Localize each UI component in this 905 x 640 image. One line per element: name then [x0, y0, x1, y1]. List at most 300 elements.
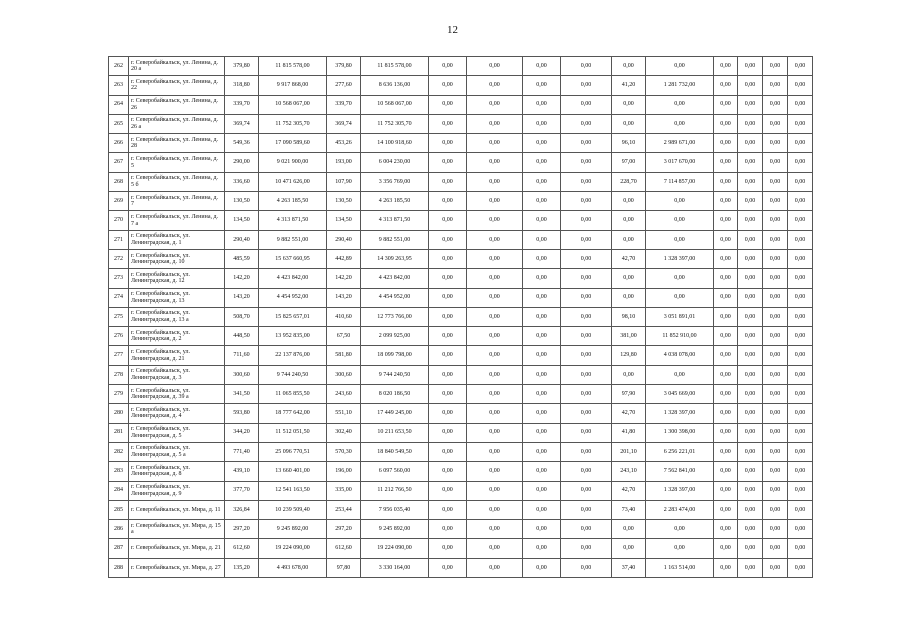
value-cell: 0,00: [763, 57, 788, 76]
value-cell: 0,00: [467, 76, 523, 95]
value-cell: 10 211 653,50: [361, 423, 429, 442]
value-cell: 0,00: [561, 192, 612, 211]
value-cell: 0,00: [429, 134, 467, 153]
row-number-cell: 282: [109, 442, 129, 461]
address-cell: г. Северобайкальск, ул. Ленина, д. 5: [129, 153, 225, 172]
value-cell: 18 840 549,50: [361, 442, 429, 461]
value-cell: 42,70: [612, 404, 646, 423]
value-cell: 15 825 657,01: [259, 307, 327, 326]
value-cell: 369,74: [327, 114, 361, 133]
value-cell: 0,00: [788, 500, 813, 519]
value-cell: 0,00: [788, 327, 813, 346]
value-cell: 0,00: [646, 95, 714, 114]
value-cell: 0,00: [763, 539, 788, 558]
value-cell: 1 163 514,00: [646, 558, 714, 577]
value-cell: 130,50: [327, 192, 361, 211]
value-cell: 0,00: [714, 346, 738, 365]
value-cell: 0,00: [429, 211, 467, 230]
value-cell: 0,00: [646, 57, 714, 76]
value-cell: 0,00: [612, 230, 646, 249]
value-cell: 0,00: [714, 520, 738, 539]
value-cell: 0,00: [763, 307, 788, 326]
value-cell: 11 852 910,00: [646, 327, 714, 346]
value-cell: 0,00: [714, 481, 738, 500]
value-cell: 0,00: [467, 423, 523, 442]
value-cell: 42,70: [612, 481, 646, 500]
value-cell: 0,00: [788, 230, 813, 249]
value-cell: 97,90: [612, 385, 646, 404]
value-cell: 0,00: [763, 520, 788, 539]
value-cell: 0,00: [646, 539, 714, 558]
value-cell: 0,00: [561, 520, 612, 539]
value-cell: 0,00: [788, 404, 813, 423]
row-number-cell: 288: [109, 558, 129, 577]
value-cell: 12 773 766,00: [361, 307, 429, 326]
value-cell: 0,00: [763, 76, 788, 95]
value-cell: 0,00: [763, 172, 788, 191]
value-cell: 0,00: [523, 404, 561, 423]
value-cell: 300,60: [225, 365, 259, 384]
value-cell: 0,00: [467, 172, 523, 191]
value-cell: 0,00: [738, 481, 763, 500]
value-cell: 0,00: [738, 520, 763, 539]
address-cell: г. Северобайкальск, ул. Мира, д. 27: [129, 558, 225, 577]
value-cell: 14 100 918,60: [361, 134, 429, 153]
value-cell: 41,20: [612, 76, 646, 95]
value-cell: 0,00: [788, 442, 813, 461]
address-cell: г. Северобайкальск, ул. Ленинградская, д. 5: [129, 423, 225, 442]
table-row: [109, 249, 813, 268]
value-cell: 0,00: [467, 288, 523, 307]
value-cell: 11 212 766,50: [361, 481, 429, 500]
value-cell: 0,00: [763, 327, 788, 346]
value-cell: 134,50: [327, 211, 361, 230]
row-number-cell: 262: [109, 57, 129, 76]
value-cell: 0,00: [738, 423, 763, 442]
value-cell: 0,00: [429, 307, 467, 326]
address-cell: г. Северобайкальск, ул. Ленина, д. 22: [129, 76, 225, 95]
value-cell: 0,00: [788, 539, 813, 558]
value-cell: 0,00: [561, 385, 612, 404]
value-cell: 4 423 842,00: [259, 269, 327, 288]
table-row: [109, 307, 813, 326]
value-cell: 13 660 401,00: [259, 462, 327, 481]
row-number-cell: 283: [109, 462, 129, 481]
value-cell: 8 636 136,00: [361, 76, 429, 95]
row-number-cell: 267: [109, 153, 129, 172]
row-number-cell: 268: [109, 172, 129, 191]
value-cell: 0,00: [523, 211, 561, 230]
value-cell: 0,00: [523, 346, 561, 365]
value-cell: 4 454 952,00: [259, 288, 327, 307]
value-cell: 0,00: [738, 558, 763, 577]
value-cell: 0,00: [467, 385, 523, 404]
value-cell: 485,59: [225, 249, 259, 268]
table-row: [109, 539, 813, 558]
value-cell: 18 099 798,00: [361, 346, 429, 365]
value-cell: 0,00: [561, 249, 612, 268]
value-cell: 0,00: [714, 500, 738, 519]
value-cell: 243,60: [327, 385, 361, 404]
value-cell: 0,00: [612, 269, 646, 288]
value-cell: 9 245 892,00: [361, 520, 429, 539]
value-cell: 0,00: [738, 462, 763, 481]
value-cell: 0,00: [763, 558, 788, 577]
value-cell: 19 224 090,00: [361, 539, 429, 558]
value-cell: 0,00: [763, 249, 788, 268]
value-cell: 0,00: [561, 211, 612, 230]
value-cell: 11 815 578,00: [259, 57, 327, 76]
value-cell: 0,00: [523, 192, 561, 211]
value-cell: 0,00: [612, 57, 646, 76]
value-cell: 0,00: [523, 481, 561, 500]
value-cell: 0,00: [738, 57, 763, 76]
row-number-cell: 263: [109, 76, 129, 95]
value-cell: 0,00: [763, 365, 788, 384]
value-cell: 0,00: [523, 365, 561, 384]
value-cell: 0,00: [561, 288, 612, 307]
value-cell: 508,70: [225, 307, 259, 326]
value-cell: 0,00: [467, 153, 523, 172]
value-cell: 439,10: [225, 462, 259, 481]
value-cell: 0,00: [738, 539, 763, 558]
value-cell: 0,00: [429, 57, 467, 76]
value-cell: 0,00: [788, 558, 813, 577]
value-cell: 335,00: [327, 481, 361, 500]
value-cell: 0,00: [788, 346, 813, 365]
value-cell: 7 114 857,00: [646, 172, 714, 191]
value-cell: 1 328 397,00: [646, 404, 714, 423]
value-cell: 1 300 398,00: [646, 423, 714, 442]
value-cell: 0,00: [738, 307, 763, 326]
value-cell: 297,20: [225, 520, 259, 539]
value-cell: 0,00: [788, 481, 813, 500]
value-cell: 581,80: [327, 346, 361, 365]
table-row: [109, 192, 813, 211]
value-cell: 243,10: [612, 462, 646, 481]
value-cell: 0,00: [714, 327, 738, 346]
value-cell: 0,00: [714, 57, 738, 76]
value-cell: 0,00: [561, 558, 612, 577]
value-cell: 37,40: [612, 558, 646, 577]
value-cell: 4 454 952,00: [361, 288, 429, 307]
value-cell: 4 263 185,50: [361, 192, 429, 211]
row-number-cell: 277: [109, 346, 129, 365]
value-cell: 0,00: [523, 269, 561, 288]
value-cell: 0,00: [738, 346, 763, 365]
value-cell: 22 137 876,00: [259, 346, 327, 365]
address-cell: г. Северобайкальск, ул. Ленинградская, д. 5 а: [129, 442, 225, 461]
value-cell: 379,80: [327, 57, 361, 76]
value-cell: 130,50: [225, 192, 259, 211]
value-cell: 326,84: [225, 500, 259, 519]
row-number-cell: 270: [109, 211, 129, 230]
value-cell: 0,00: [561, 327, 612, 346]
value-cell: 0,00: [788, 307, 813, 326]
value-cell: 3 045 669,00: [646, 385, 714, 404]
value-cell: 228,70: [612, 172, 646, 191]
value-cell: 0,00: [788, 95, 813, 114]
value-cell: 0,00: [763, 211, 788, 230]
value-cell: 10 568 067,00: [361, 95, 429, 114]
value-cell: 0,00: [788, 385, 813, 404]
value-cell: 0,00: [763, 346, 788, 365]
value-cell: 0,00: [738, 134, 763, 153]
value-cell: 14 309 263,95: [361, 249, 429, 268]
value-cell: 0,00: [738, 288, 763, 307]
value-cell: 0,00: [429, 385, 467, 404]
value-cell: 42,70: [612, 249, 646, 268]
value-cell: 0,00: [561, 423, 612, 442]
row-number-cell: 279: [109, 385, 129, 404]
value-cell: 0,00: [429, 404, 467, 423]
value-cell: 344,20: [225, 423, 259, 442]
value-cell: 0,00: [561, 134, 612, 153]
value-cell: 0,00: [788, 192, 813, 211]
value-cell: 0,00: [467, 249, 523, 268]
value-cell: 381,00: [612, 327, 646, 346]
value-cell: 11 512 051,50: [259, 423, 327, 442]
value-cell: 0,00: [646, 365, 714, 384]
table-row: [109, 153, 813, 172]
row-number-cell: 281: [109, 423, 129, 442]
value-cell: 97,00: [612, 153, 646, 172]
table-row: [109, 385, 813, 404]
value-cell: 0,00: [714, 211, 738, 230]
value-cell: 0,00: [612, 520, 646, 539]
value-cell: 0,00: [561, 481, 612, 500]
table-row: [109, 269, 813, 288]
value-cell: 0,00: [467, 346, 523, 365]
address-cell: г. Северобайкальск, ул. Мира, д. 21: [129, 539, 225, 558]
value-cell: 0,00: [561, 539, 612, 558]
row-number-cell: 265: [109, 114, 129, 133]
value-cell: 612,60: [225, 539, 259, 558]
value-cell: 1 328 397,00: [646, 481, 714, 500]
value-cell: 0,00: [788, 153, 813, 172]
value-cell: 0,00: [738, 249, 763, 268]
value-cell: 0,00: [714, 114, 738, 133]
value-cell: 277,60: [327, 76, 361, 95]
value-cell: 0,00: [763, 481, 788, 500]
table-row: [109, 558, 813, 577]
value-cell: 0,00: [612, 539, 646, 558]
value-cell: 0,00: [429, 269, 467, 288]
row-number-cell: 272: [109, 249, 129, 268]
value-cell: 549,36: [225, 134, 259, 153]
value-cell: 0,00: [467, 57, 523, 76]
value-cell: 0,00: [561, 500, 612, 519]
value-cell: 0,00: [763, 288, 788, 307]
value-cell: 0,00: [467, 211, 523, 230]
value-cell: 1 281 732,00: [646, 76, 714, 95]
value-cell: 98,10: [612, 307, 646, 326]
value-cell: 0,00: [561, 230, 612, 249]
value-cell: 0,00: [788, 423, 813, 442]
value-cell: 8 020 186,50: [361, 385, 429, 404]
row-number-cell: 278: [109, 365, 129, 384]
value-cell: 318,80: [225, 76, 259, 95]
value-cell: 13 952 835,00: [259, 327, 327, 346]
value-cell: 0,00: [429, 327, 467, 346]
table-row: [109, 95, 813, 114]
value-cell: 593,80: [225, 404, 259, 423]
value-cell: 341,50: [225, 385, 259, 404]
value-cell: 7 956 035,40: [361, 500, 429, 519]
value-cell: 0,00: [429, 481, 467, 500]
value-cell: 0,00: [561, 95, 612, 114]
address-cell: г. Северобайкальск, ул. Ленинградская, д. 13 а: [129, 307, 225, 326]
value-cell: 0,00: [523, 114, 561, 133]
value-cell: 0,00: [612, 192, 646, 211]
value-cell: 0,00: [523, 153, 561, 172]
value-cell: 10 471 626,00: [259, 172, 327, 191]
value-cell: 0,00: [523, 95, 561, 114]
value-cell: 25 096 770,51: [259, 442, 327, 461]
address-cell: г. Северобайкальск, ул. Ленинградская, д. 10: [129, 249, 225, 268]
value-cell: 0,00: [561, 442, 612, 461]
table-row: [109, 76, 813, 95]
value-cell: 0,00: [763, 192, 788, 211]
value-cell: 0,00: [763, 500, 788, 519]
value-cell: 17 449 245,00: [361, 404, 429, 423]
value-cell: 0,00: [612, 288, 646, 307]
address-cell: г. Северобайкальск, ул. Ленина, д. 28: [129, 134, 225, 153]
value-cell: 0,00: [467, 230, 523, 249]
housing-program-table: [108, 56, 813, 578]
value-cell: 73,40: [612, 500, 646, 519]
value-cell: 0,00: [763, 153, 788, 172]
value-cell: 0,00: [523, 230, 561, 249]
value-cell: 0,00: [738, 500, 763, 519]
value-cell: 0,00: [714, 95, 738, 114]
value-cell: 0,00: [523, 76, 561, 95]
value-cell: 0,00: [763, 134, 788, 153]
value-cell: 0,00: [467, 539, 523, 558]
value-cell: 0,00: [467, 404, 523, 423]
value-cell: 0,00: [523, 134, 561, 153]
value-cell: 0,00: [763, 462, 788, 481]
value-cell: 0,00: [714, 462, 738, 481]
row-number-cell: 284: [109, 481, 129, 500]
value-cell: 0,00: [523, 423, 561, 442]
value-cell: 0,00: [561, 76, 612, 95]
value-cell: 0,00: [738, 269, 763, 288]
value-cell: 0,00: [714, 539, 738, 558]
value-cell: 0,00: [523, 442, 561, 461]
value-cell: 711,60: [225, 346, 259, 365]
address-cell: г. Северобайкальск, ул. Ленина, д. 26: [129, 95, 225, 114]
value-cell: 0,00: [429, 172, 467, 191]
address-cell: г. Северобайкальск, ул. Ленинградская, д. 1: [129, 230, 225, 249]
table-row: [109, 57, 813, 76]
value-cell: 0,00: [714, 269, 738, 288]
value-cell: 107,90: [327, 172, 361, 191]
address-cell: г. Северобайкальск, ул. Ленинградская, д. 12: [129, 269, 225, 288]
value-cell: 410,60: [327, 307, 361, 326]
table-row: [109, 134, 813, 153]
value-cell: 0,00: [467, 134, 523, 153]
table-row: [109, 442, 813, 461]
value-cell: 551,10: [327, 404, 361, 423]
value-cell: 0,00: [646, 192, 714, 211]
table-row: [109, 481, 813, 500]
value-cell: 3 330 164,00: [361, 558, 429, 577]
value-cell: 2 099 925,00: [361, 327, 429, 346]
value-cell: 0,00: [714, 249, 738, 268]
value-cell: 0,00: [763, 114, 788, 133]
value-cell: 196,00: [327, 462, 361, 481]
row-number-cell: 264: [109, 95, 129, 114]
value-cell: 9 021 900,00: [259, 153, 327, 172]
value-cell: 0,00: [523, 172, 561, 191]
value-cell: 3 051 891,01: [646, 307, 714, 326]
value-cell: 0,00: [788, 520, 813, 539]
value-cell: 0,00: [561, 346, 612, 365]
row-number-cell: 286: [109, 520, 129, 539]
value-cell: 0,00: [788, 211, 813, 230]
value-cell: 0,00: [467, 365, 523, 384]
value-cell: 0,00: [714, 172, 738, 191]
value-cell: 0,00: [467, 500, 523, 519]
value-cell: 9 882 551,00: [361, 230, 429, 249]
address-cell: г. Северобайкальск, ул. Ленинградская, д. 9: [129, 481, 225, 500]
value-cell: 6 256 221,01: [646, 442, 714, 461]
value-cell: 9 917 868,00: [259, 76, 327, 95]
value-cell: 0,00: [561, 269, 612, 288]
value-cell: 0,00: [523, 385, 561, 404]
value-cell: 11 752 305,70: [361, 114, 429, 133]
value-cell: 4 493 678,00: [259, 558, 327, 577]
value-cell: 448,50: [225, 327, 259, 346]
table-row: [109, 172, 813, 191]
table-row: [109, 114, 813, 133]
value-cell: 12 541 163,50: [259, 481, 327, 500]
value-cell: 0,00: [738, 442, 763, 461]
value-cell: 0,00: [467, 327, 523, 346]
row-number-cell: 269: [109, 192, 129, 211]
value-cell: 0,00: [429, 500, 467, 519]
value-cell: 0,00: [738, 211, 763, 230]
row-number-cell: 274: [109, 288, 129, 307]
value-cell: 0,00: [738, 95, 763, 114]
value-cell: 97,80: [327, 558, 361, 577]
table-row: [109, 288, 813, 307]
address-cell: г. Северобайкальск, ул. Ленинградская, д. 8: [129, 462, 225, 481]
value-cell: 0,00: [763, 269, 788, 288]
value-cell: 3 017 670,00: [646, 153, 714, 172]
value-cell: 336,60: [225, 172, 259, 191]
value-cell: 11 065 855,50: [259, 385, 327, 404]
value-cell: 6 097 560,00: [361, 462, 429, 481]
value-cell: 0,00: [561, 172, 612, 191]
value-cell: 0,00: [714, 134, 738, 153]
value-cell: 0,00: [714, 423, 738, 442]
value-cell: 9 882 551,00: [259, 230, 327, 249]
value-cell: 9 744 240,50: [259, 365, 327, 384]
value-cell: 0,00: [429, 558, 467, 577]
value-cell: 0,00: [523, 500, 561, 519]
value-cell: 18 777 642,00: [259, 404, 327, 423]
value-cell: 0,00: [738, 172, 763, 191]
value-cell: 0,00: [763, 230, 788, 249]
value-cell: 0,00: [429, 442, 467, 461]
table-row: [109, 462, 813, 481]
address-cell: г. Северобайкальск, ул. Ленинградская, д. 2: [129, 327, 225, 346]
value-cell: 0,00: [429, 423, 467, 442]
value-cell: 0,00: [429, 462, 467, 481]
value-cell: 0,00: [788, 76, 813, 95]
